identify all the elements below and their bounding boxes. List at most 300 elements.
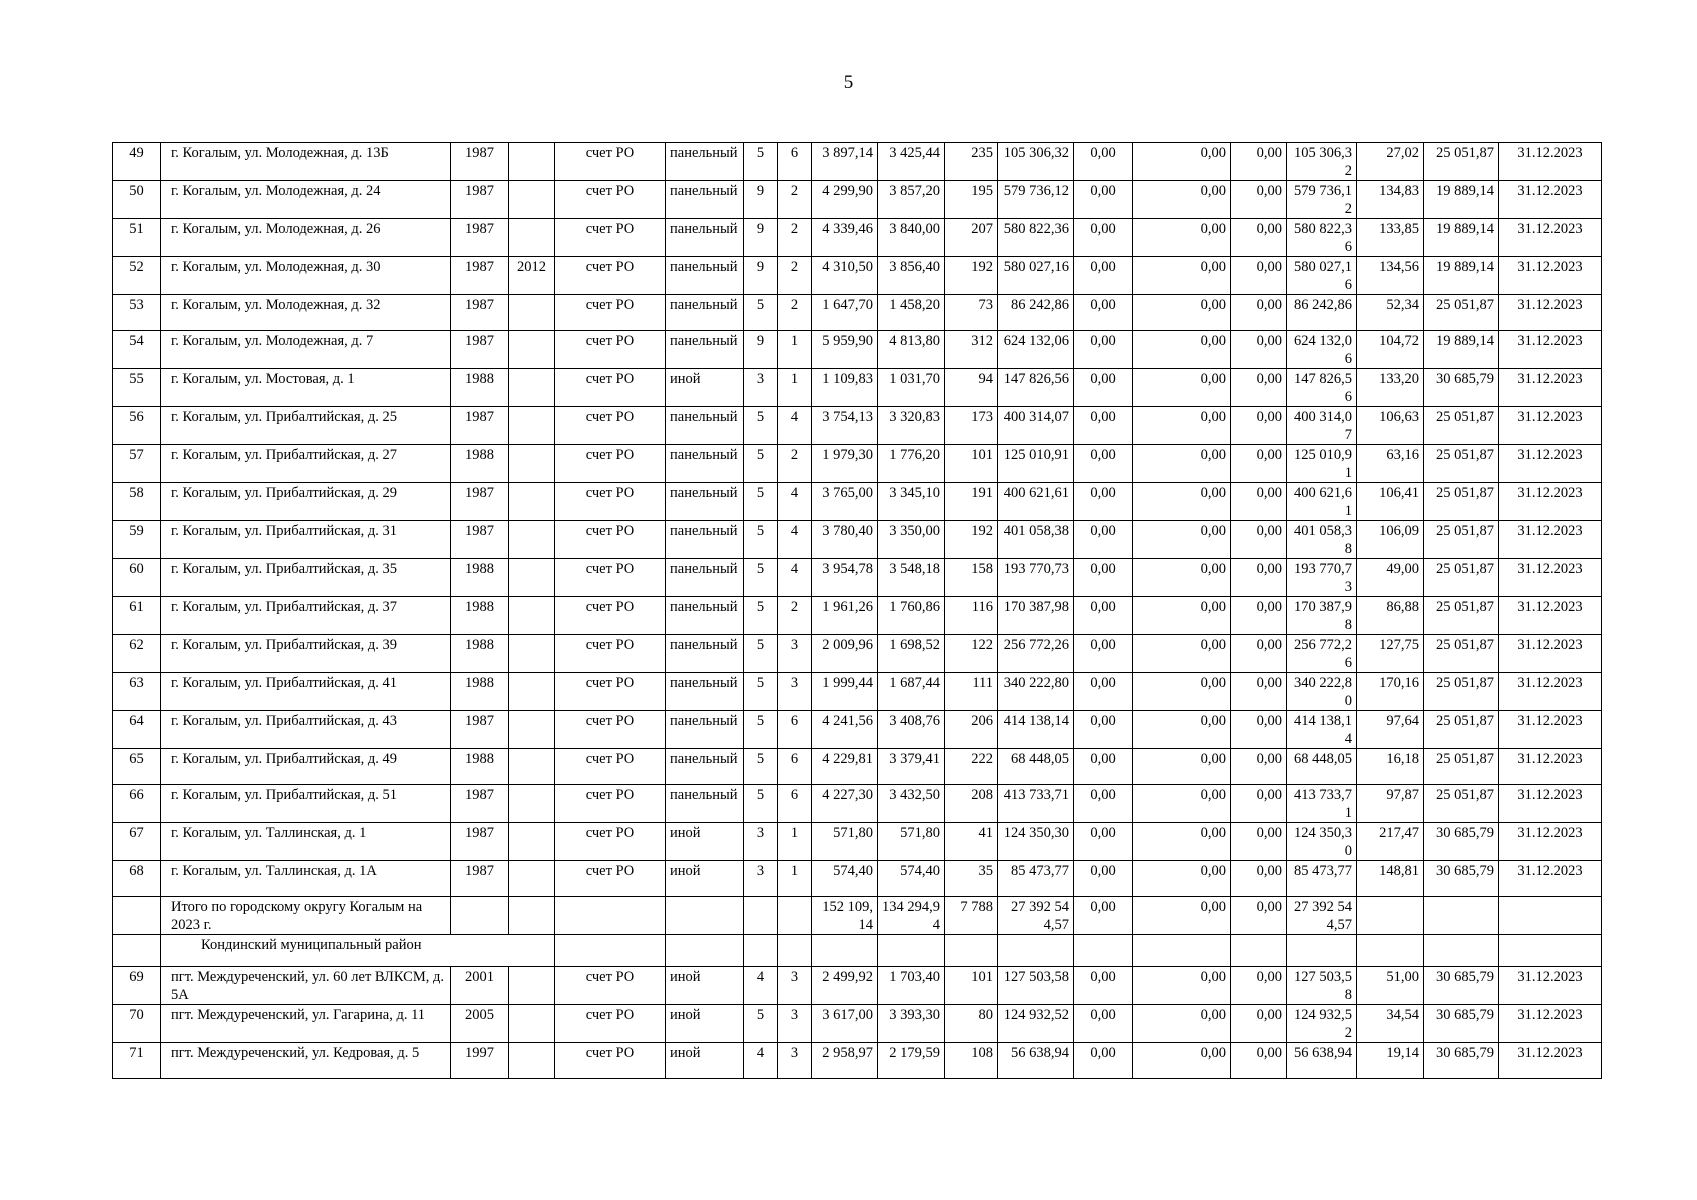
cell-total-cost: 68 448,05 (998, 749, 1074, 785)
cell-wall-material: панельный (666, 711, 744, 749)
cell-cost-fund: 0,00 (1074, 635, 1133, 673)
cell-cost-budget-local: 0,00 (1231, 785, 1287, 823)
cell-address: г. Когалым, ул. Прибалтийская, д. 27 (161, 445, 451, 483)
cell-fund-method: счет РО (555, 1043, 666, 1079)
cell-cost-budget-region: 0,00 (1133, 597, 1231, 635)
cell-deadline: 31.12.2023 (1499, 823, 1602, 861)
cell-row-number: 67 (113, 823, 161, 861)
cell-max-unit-cost: 19 889,14 (1424, 257, 1499, 295)
cell-cost-fund: 0,00 (1074, 785, 1133, 823)
cell-unit-cost: 16,18 (1357, 749, 1424, 785)
cell-fund-method: счет РО (555, 181, 666, 219)
cell-cost-fund: 0,00 (1074, 673, 1133, 711)
cell-address: г. Когалым, ул. Молодежная, д. 13Б (161, 143, 451, 181)
cell-row-number: 63 (113, 673, 161, 711)
cell-renovation-year (509, 673, 555, 711)
cell-cost-owners: 125 010,91 (1287, 445, 1357, 483)
cell-cost-fund: 0,00 (1074, 823, 1133, 861)
cell-wall-material: панельный (666, 483, 744, 521)
cell-cost-budget-local: 0,00 (1231, 823, 1287, 861)
cell-cost-fund: 0,00 (1074, 407, 1133, 445)
cell-cost-fund: 0,00 (1074, 749, 1133, 785)
cell-entrances: 3 (778, 635, 812, 673)
section-cell-empty (778, 935, 812, 967)
cell-cost-fund: 0,00 (1074, 483, 1133, 521)
cell-cost-fund: 0,00 (1074, 331, 1133, 369)
cell-unit-cost: 134,56 (1357, 257, 1424, 295)
cell-row-number: 53 (113, 295, 161, 331)
cell-floors (744, 897, 778, 935)
cell-cost-budget-local: 0,00 (1231, 597, 1287, 635)
cell-unit-cost: 19,14 (1357, 1043, 1424, 1079)
cell-entrances: 4 (778, 407, 812, 445)
cell-floors: 9 (744, 331, 778, 369)
cell-wall-material: панельный (666, 181, 744, 219)
cell-residents: 41 (945, 823, 998, 861)
cell-floors: 5 (744, 143, 778, 181)
cell-row-number: 52 (113, 257, 161, 295)
cell-cost-budget-region: 0,00 (1133, 257, 1231, 295)
cell-cost-budget-local: 0,00 (1231, 181, 1287, 219)
cell-wall-material: иной (666, 861, 744, 897)
cell-row-number: 55 (113, 369, 161, 407)
cell-floors: 5 (744, 559, 778, 597)
cell-renovation-year (509, 749, 555, 785)
cell-floors: 4 (744, 967, 778, 1005)
cell-address: г. Когалым, ул. Прибалтийская, д. 39 (161, 635, 451, 673)
cell-max-unit-cost: 30 685,79 (1424, 1043, 1499, 1079)
cell-total-cost: 340 222,80 (998, 673, 1074, 711)
cell-cost-fund: 0,00 (1074, 1043, 1133, 1079)
cell-cost-fund: 0,00 (1074, 861, 1133, 897)
cell-total-cost: 580 822,36 (998, 219, 1074, 257)
cell-entrances: 1 (778, 369, 812, 407)
cell-renovation-year (509, 181, 555, 219)
cell-cost-owners: 401 058,38 (1287, 521, 1357, 559)
cell-total-area: 2 499,92 (812, 967, 878, 1005)
cell-fund-method: счет РО (555, 483, 666, 521)
cell-cost-fund: 0,00 (1074, 219, 1133, 257)
cell-unit-cost: 134,83 (1357, 181, 1424, 219)
cell-address: г. Когалым, ул. Прибалтийская, д. 37 (161, 597, 451, 635)
cell-cost-fund: 0,00 (1074, 369, 1133, 407)
cell-deadline: 31.12.2023 (1499, 143, 1602, 181)
cell-deadline: 31.12.2023 (1499, 711, 1602, 749)
cell-fund-method: счет РО (555, 407, 666, 445)
cell-total-cost: 170 387,98 (998, 597, 1074, 635)
cell-row-number: 59 (113, 521, 161, 559)
cell-cost-budget-local: 0,00 (1231, 257, 1287, 295)
cell-row-number: 62 (113, 635, 161, 673)
cell-living-area: 4 813,80 (878, 331, 945, 369)
cell-max-unit-cost: 25 051,87 (1424, 483, 1499, 521)
cell-living-area: 3 393,30 (878, 1005, 945, 1043)
cell-cost-budget-region: 0,00 (1133, 407, 1231, 445)
cell-wall-material: панельный (666, 597, 744, 635)
cell-total-area: 1 647,70 (812, 295, 878, 331)
cell-entrances: 6 (778, 711, 812, 749)
cell-cost-fund: 0,00 (1074, 181, 1133, 219)
cell-row-number: 51 (113, 219, 161, 257)
cell-total-cost: 256 772,26 (998, 635, 1074, 673)
cell-unit-cost: 148,81 (1357, 861, 1424, 897)
cell-total-area: 571,80 (812, 823, 878, 861)
cell-total-cost: 124 350,30 (998, 823, 1074, 861)
cell-unit-cost: 49,00 (1357, 559, 1424, 597)
cell-address: г. Когалым, ул. Таллинская, д. 1А (161, 861, 451, 897)
cell-unit-cost: 104,72 (1357, 331, 1424, 369)
cell-max-unit-cost: 30 685,79 (1424, 369, 1499, 407)
cell-total-cost: 127 503,58 (998, 967, 1074, 1005)
cell-build-year: 1987 (451, 823, 509, 861)
cell-cost-owners: 86 242,86 (1287, 295, 1357, 331)
cell-cost-fund: 0,00 (1074, 897, 1133, 935)
cell-build-year: 1987 (451, 483, 509, 521)
cell-deadline: 31.12.2023 (1499, 785, 1602, 823)
cell-residents: 108 (945, 1043, 998, 1079)
cell-cost-owners: 414 138,14 (1287, 711, 1357, 749)
section-cell-empty (812, 935, 878, 967)
cell-floors: 5 (744, 749, 778, 785)
cell-cost-budget-region: 0,00 (1133, 635, 1231, 673)
cell-total-area: 2 009,96 (812, 635, 878, 673)
cell-residents: 173 (945, 407, 998, 445)
cell-floors: 4 (744, 1043, 778, 1079)
cell-total-cost: 85 473,77 (998, 861, 1074, 897)
table-row (113, 861, 1602, 897)
section-cell-empty (666, 935, 744, 967)
cell-total-area: 3 780,40 (812, 521, 878, 559)
cell-cost-owners: 400 314,07 (1287, 407, 1357, 445)
cell-total-area: 4 310,50 (812, 257, 878, 295)
cell-wall-material: иной (666, 823, 744, 861)
cell-deadline: 31.12.2023 (1499, 331, 1602, 369)
table-row (113, 483, 1602, 521)
cell-unit-cost: 106,41 (1357, 483, 1424, 521)
cell-renovation-year (509, 1043, 555, 1079)
cell-floors: 5 (744, 785, 778, 823)
section-title: Кондинский муниципальный район (161, 935, 555, 967)
cell-fund-method: счет РО (555, 673, 666, 711)
cell-cost-budget-local: 0,00 (1231, 331, 1287, 369)
cell-entrances: 3 (778, 673, 812, 711)
section-cell-empty (878, 935, 945, 967)
section-cell-empty (1287, 935, 1357, 967)
cell-total-cost: 27 392 544,57 (998, 897, 1074, 935)
cell-residents: 116 (945, 597, 998, 635)
cell-total-cost: 147 826,56 (998, 369, 1074, 407)
cell-total-area: 152 109,14 (812, 897, 878, 935)
cell-renovation-year (509, 635, 555, 673)
cell-unit-cost: 51,00 (1357, 967, 1424, 1005)
cell-cost-owners: 340 222,80 (1287, 673, 1357, 711)
cell-unit-cost: 86,88 (1357, 597, 1424, 635)
cell-max-unit-cost: 19 889,14 (1424, 181, 1499, 219)
cell-cost-budget-region: 0,00 (1133, 823, 1231, 861)
table-row (113, 967, 1602, 1005)
cell-address: г. Когалым, ул. Молодежная, д. 30 (161, 257, 451, 295)
cell-unit-cost: 106,09 (1357, 521, 1424, 559)
cell-floors: 5 (744, 295, 778, 331)
cell-unit-cost: 217,47 (1357, 823, 1424, 861)
cell-renovation-year (509, 483, 555, 521)
cell-cost-budget-region: 0,00 (1133, 711, 1231, 749)
cell-wall-material: иной (666, 1005, 744, 1043)
cell-address: г. Когалым, ул. Прибалтийская, д. 41 (161, 673, 451, 711)
cell-deadline: 31.12.2023 (1499, 1043, 1602, 1079)
cell-renovation-year (509, 407, 555, 445)
page-number: 5 (843, 72, 854, 93)
cell-fund-method: счет РО (555, 219, 666, 257)
cell-row-number: 54 (113, 331, 161, 369)
cell-cost-owners: 624 132,06 (1287, 331, 1357, 369)
table-row (113, 749, 1602, 785)
cell-build-year: 1997 (451, 1043, 509, 1079)
cell-max-unit-cost: 30 685,79 (1424, 823, 1499, 861)
cell-row-number: 70 (113, 1005, 161, 1043)
cell-build-year: 2001 (451, 967, 509, 1005)
cell-address: пгт. Междуреченский, ул. Кедровая, д. 5 (161, 1043, 451, 1079)
cell-unit-cost: 133,85 (1357, 219, 1424, 257)
cell-cost-fund: 0,00 (1074, 143, 1133, 181)
section-cell-empty (113, 935, 161, 967)
cell-deadline: 31.12.2023 (1499, 749, 1602, 785)
section-cell-empty (998, 935, 1074, 967)
cell-wall-material: панельный (666, 445, 744, 483)
cell-total-cost: 124 932,52 (998, 1005, 1074, 1043)
cell-cost-budget-region: 0,00 (1133, 369, 1231, 407)
cell-cost-owners: 413 733,71 (1287, 785, 1357, 823)
cell-total-cost: 86 242,86 (998, 295, 1074, 331)
cell-row-number: 58 (113, 483, 161, 521)
cell-residents: 73 (945, 295, 998, 331)
cell-wall-material: панельный (666, 295, 744, 331)
cell-row-number: 68 (113, 861, 161, 897)
cell-deadline: 31.12.2023 (1499, 219, 1602, 257)
cell-wall-material: панельный (666, 785, 744, 823)
cell-max-unit-cost: 19 889,14 (1424, 331, 1499, 369)
cell-address: г. Когалым, ул. Молодежная, д. 32 (161, 295, 451, 331)
cell-total-area: 5 959,90 (812, 331, 878, 369)
cell-living-area: 3 856,40 (878, 257, 945, 295)
cell-total-cost: 413 733,71 (998, 785, 1074, 823)
cell-living-area: 3 432,50 (878, 785, 945, 823)
cell-unit-cost (1357, 897, 1424, 935)
cell-max-unit-cost: 25 051,87 (1424, 143, 1499, 181)
cell-cost-budget-local: 0,00 (1231, 143, 1287, 181)
cell-build-year (451, 897, 509, 935)
cell-cost-fund: 0,00 (1074, 711, 1133, 749)
cell-deadline: 31.12.2023 (1499, 483, 1602, 521)
cell-cost-budget-local: 0,00 (1231, 407, 1287, 445)
section-cell-empty (1424, 935, 1499, 967)
cell-cost-budget-local: 0,00 (1231, 967, 1287, 1005)
cell-build-year: 1987 (451, 219, 509, 257)
cell-deadline: 31.12.2023 (1499, 369, 1602, 407)
cell-floors: 5 (744, 445, 778, 483)
cell-living-area: 1 703,40 (878, 967, 945, 1005)
cell-cost-owners: 580 027,16 (1287, 257, 1357, 295)
cell-unit-cost: 170,16 (1357, 673, 1424, 711)
cell-residents: 7 788 (945, 897, 998, 935)
cell-entrances: 3 (778, 1043, 812, 1079)
cell-total-area: 1 961,26 (812, 597, 878, 635)
cell-cost-budget-region: 0,00 (1133, 331, 1231, 369)
cell-residents: 192 (945, 521, 998, 559)
cell-fund-method: счет РО (555, 967, 666, 1005)
cell-renovation-year (509, 219, 555, 257)
cell-total-cost: 580 027,16 (998, 257, 1074, 295)
cell-max-unit-cost: 25 051,87 (1424, 785, 1499, 823)
cell-fund-method: счет РО (555, 559, 666, 597)
cell-cost-fund: 0,00 (1074, 521, 1133, 559)
cell-build-year: 1987 (451, 785, 509, 823)
cell-entrances: 2 (778, 295, 812, 331)
cell-row-number: 69 (113, 967, 161, 1005)
cell-cost-budget-region: 0,00 (1133, 559, 1231, 597)
section-cell-empty (744, 935, 778, 967)
cell-fund-method: счет РО (555, 369, 666, 407)
cell-residents: 111 (945, 673, 998, 711)
cell-floors: 9 (744, 219, 778, 257)
cell-entrances: 6 (778, 143, 812, 181)
cell-cost-owners: 105 306,32 (1287, 143, 1357, 181)
cell-entrances: 4 (778, 483, 812, 521)
table-row (113, 521, 1602, 559)
cell-renovation-year (509, 559, 555, 597)
cell-fund-method: счет РО (555, 749, 666, 785)
cell-fund-method: счет РО (555, 331, 666, 369)
cell-wall-material (666, 897, 744, 935)
cell-deadline: 31.12.2023 (1499, 295, 1602, 331)
cell-cost-budget-region: 0,00 (1133, 181, 1231, 219)
cell-cost-fund: 0,00 (1074, 445, 1133, 483)
cell-total-cost: 105 306,32 (998, 143, 1074, 181)
cell-living-area: 3 350,00 (878, 521, 945, 559)
table-row (113, 711, 1602, 749)
cell-cost-owners: 124 350,30 (1287, 823, 1357, 861)
cell-living-area: 3 857,20 (878, 181, 945, 219)
cell-cost-budget-local: 0,00 (1231, 1005, 1287, 1043)
cell-max-unit-cost: 30 685,79 (1424, 861, 1499, 897)
section-cell-empty (555, 935, 666, 967)
cell-renovation-year (509, 521, 555, 559)
cell-deadline: 31.12.2023 (1499, 257, 1602, 295)
cell-deadline: 31.12.2023 (1499, 597, 1602, 635)
cell-row-number: 60 (113, 559, 161, 597)
cell-cost-budget-local: 0,00 (1231, 445, 1287, 483)
section-cell-empty (1231, 935, 1287, 967)
cell-cost-budget-local: 0,00 (1231, 897, 1287, 935)
cell-address: пгт. Междуреченский, ул. 60 лет ВЛКСМ, д. 5А (161, 967, 451, 1005)
cell-wall-material: панельный (666, 749, 744, 785)
cell-max-unit-cost: 25 051,87 (1424, 635, 1499, 673)
cell-address: г. Когалым, ул. Молодежная, д. 26 (161, 219, 451, 257)
cell-renovation-year (509, 445, 555, 483)
cell-address: г. Когалым, ул. Прибалтийская, д. 43 (161, 711, 451, 749)
cell-cost-owners: 124 932,52 (1287, 1005, 1357, 1043)
cell-total-area: 1 999,44 (812, 673, 878, 711)
cell-row-number: 64 (113, 711, 161, 749)
cell-cost-owners: 580 822,36 (1287, 219, 1357, 257)
cell-floors: 9 (744, 257, 778, 295)
cell-residents: 192 (945, 257, 998, 295)
cell-max-unit-cost: 25 051,87 (1424, 749, 1499, 785)
cell-deadline: 31.12.2023 (1499, 1005, 1602, 1043)
cell-living-area: 3 379,41 (878, 749, 945, 785)
cell-unit-cost: 63,16 (1357, 445, 1424, 483)
cell-renovation-year (509, 711, 555, 749)
cell-cost-budget-local: 0,00 (1231, 369, 1287, 407)
cell-renovation-year (509, 331, 555, 369)
cell-floors: 5 (744, 521, 778, 559)
cell-fund-method: счет РО (555, 711, 666, 749)
cell-total-area: 3 754,13 (812, 407, 878, 445)
cell-cost-budget-region: 0,00 (1133, 861, 1231, 897)
cell-build-year: 1988 (451, 369, 509, 407)
cell-fund-method: счет РО (555, 785, 666, 823)
section-cell-empty (945, 935, 998, 967)
cell-cost-budget-local: 0,00 (1231, 711, 1287, 749)
cell-cost-owners: 27 392 544,57 (1287, 897, 1357, 935)
cell-address: пгт. Междуреченский, ул. Гагарина, д. 11 (161, 1005, 451, 1043)
cell-total-cost: 624 132,06 (998, 331, 1074, 369)
cell-residents: 206 (945, 711, 998, 749)
cell-deadline (1499, 897, 1602, 935)
cell-residents: 101 (945, 445, 998, 483)
cell-cost-budget-local: 0,00 (1231, 1043, 1287, 1079)
cell-row-number: 57 (113, 445, 161, 483)
cell-residents: 208 (945, 785, 998, 823)
cell-wall-material: иной (666, 967, 744, 1005)
cell-total-cost: 579 736,12 (998, 181, 1074, 219)
cell-residents: 235 (945, 143, 998, 181)
cell-max-unit-cost: 25 051,87 (1424, 559, 1499, 597)
section-cell-empty (1133, 935, 1231, 967)
cell-total-cost: 401 058,38 (998, 521, 1074, 559)
cell-deadline: 31.12.2023 (1499, 407, 1602, 445)
cell-max-unit-cost: 30 685,79 (1424, 1005, 1499, 1043)
cell-address: г. Когалым, ул. Прибалтийская, д. 29 (161, 483, 451, 521)
cell-deadline: 31.12.2023 (1499, 181, 1602, 219)
cell-entrances: 4 (778, 559, 812, 597)
cell-wall-material: панельный (666, 143, 744, 181)
cell-entrances: 1 (778, 861, 812, 897)
cell-total-area: 4 229,81 (812, 749, 878, 785)
cell-cost-owners: 579 736,12 (1287, 181, 1357, 219)
cell-unit-cost: 127,75 (1357, 635, 1424, 673)
cell-living-area: 3 548,18 (878, 559, 945, 597)
table-row (113, 369, 1602, 407)
cell-renovation-year (509, 785, 555, 823)
cell-deadline: 31.12.2023 (1499, 861, 1602, 897)
cell-total-cost: 414 138,14 (998, 711, 1074, 749)
cell-entrances: 3 (778, 1005, 812, 1043)
cell-living-area: 134 294,94 (878, 897, 945, 935)
table-row (113, 295, 1602, 331)
table-row (113, 559, 1602, 597)
cell-renovation-year (509, 861, 555, 897)
cell-renovation-year (509, 295, 555, 331)
section-row (113, 935, 1602, 967)
cell-residents: 195 (945, 181, 998, 219)
cell-max-unit-cost: 19 889,14 (1424, 219, 1499, 257)
cell-fund-method: счет РО (555, 1005, 666, 1043)
cell-unit-cost: 133,20 (1357, 369, 1424, 407)
cell-entrances (778, 897, 812, 935)
cell-renovation-year (509, 369, 555, 407)
cell-max-unit-cost: 25 051,87 (1424, 445, 1499, 483)
